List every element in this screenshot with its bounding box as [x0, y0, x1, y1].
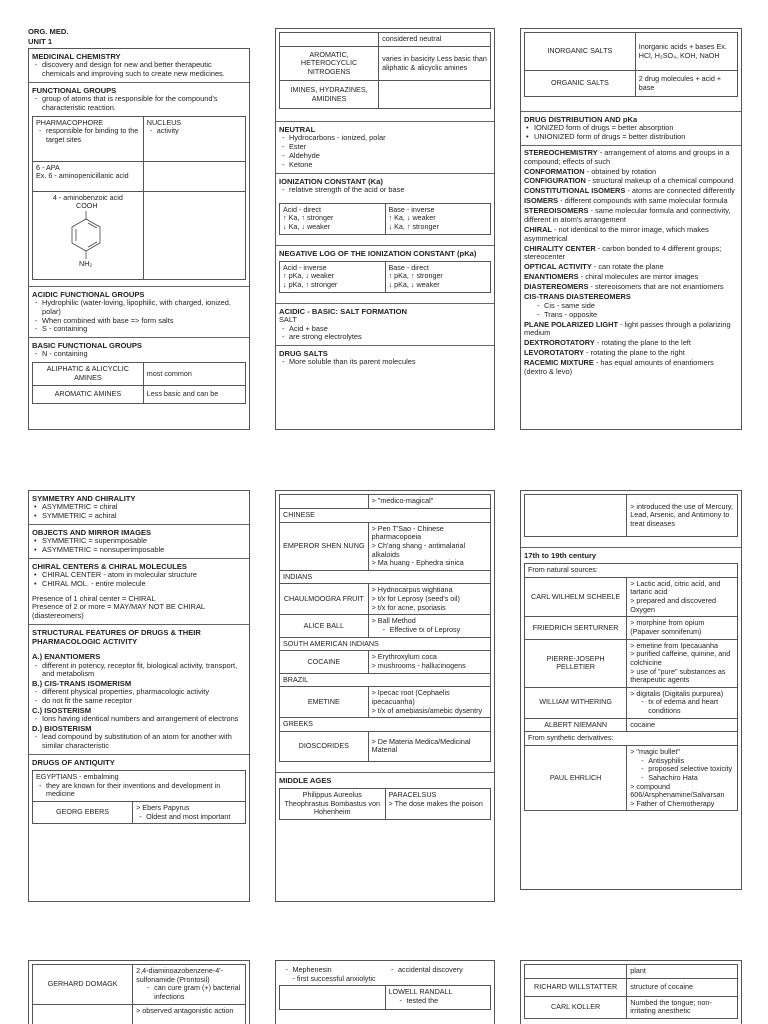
table-cell: varies in basicity Less basic than aliphatic & alicyclic amines: [379, 47, 491, 81]
definition: - atoms are connected differently: [625, 186, 735, 196]
list-item: - Cis - same side: [534, 302, 738, 311]
panel-ionization: [275, 28, 495, 430]
list-item: • SYMMETRIC = achiral: [32, 512, 246, 521]
table-cell: AROMATIC AMINES: [33, 385, 144, 403]
table-cell: AROMATIC, HETEROCYCLIC NITROGENS: [280, 47, 379, 81]
table-cell: plant: [627, 965, 738, 979]
table-cell: > "magic bullet": [630, 747, 680, 756]
section-title: MIDDLE AGES: [279, 775, 332, 785]
table-cell: > t/x for Leprosy (seed's oil): [371, 594, 460, 604]
table-cell: ↓ pKa, ↓ weaker: [388, 279, 440, 289]
section-title: DRUGS OF ANTIQUITY: [32, 757, 115, 767]
list-item: - Effective tx of Leprosy: [372, 626, 487, 635]
list-item: • CHIRAL CENTER - atom in molecular structure: [32, 571, 246, 580]
table-cell: NUCLEUS: [146, 117, 182, 127]
table-cell: PHARMACOPHORE: [36, 117, 104, 127]
panel-mephenesin: [275, 960, 495, 1024]
list-item: - Acid + base: [279, 325, 491, 334]
ka-table: [279, 203, 491, 235]
term: STEREOCHEMISTRY: [524, 147, 598, 157]
definition: - structural makeup of a chemical compound: [585, 176, 734, 186]
anesthetics-table: [524, 964, 738, 1019]
list-item: - activity: [147, 127, 242, 136]
benzene-ring-icon: [66, 211, 126, 263]
domagk-table: [32, 964, 246, 1024]
table-cell: PIERRE-JOSEPH PELLETIER: [525, 639, 627, 687]
term: ENANTIOMERS: [524, 272, 579, 282]
table-cell: > Ma huang - Ephedra sinica: [371, 558, 464, 568]
list-item: - Ketone: [279, 161, 491, 170]
table-cell: Base - direct: [388, 262, 429, 272]
list-item: - they are known for their inventions and development in medicine: [36, 782, 242, 799]
table-cell: EGYPTIANS - embalming: [36, 772, 119, 782]
table-cell: CARL WILHELM SCHEELE: [525, 577, 627, 617]
table-cell: > Ball Method: [371, 616, 416, 626]
amines-table: [32, 362, 246, 403]
table-cell: FRIEDRICH SERTURNER: [525, 617, 627, 639]
unit-label: UNIT 1: [28, 37, 53, 46]
table-cell: > mushrooms - hallucinogens: [371, 660, 466, 670]
table-cell: GEORG EBERS: [33, 802, 133, 824]
term: ISOMERS: [524, 196, 559, 206]
section-title: STRUCTURAL FEATURES OF DRUGS & THEIR PHARMACOLOGIC ACTIVITY: [32, 628, 201, 647]
term: CONFORMATION: [524, 166, 585, 176]
list-item: - N - containing: [32, 350, 246, 359]
definition: - same molecular formula and connectivity, different in atom's arrangement: [524, 206, 731, 224]
subsection-title: B.) CIS-TRANS ISOMERISM: [32, 679, 132, 689]
table-cell: Acid - inverse: [283, 262, 327, 272]
list-item: • IONIZED form of drugs = better absorption: [524, 124, 738, 133]
table-cell: > use of "pure" substances as therapeutic agents: [630, 666, 726, 685]
paragraph: Presence of 1 chiral center = CHIRAL: [32, 593, 156, 603]
table-cell: > morphine from opium (Papaver somniferum): [627, 617, 738, 639]
table-cell: > Hydnocarpus wightiana: [371, 585, 453, 595]
table-cell: WILLIAM WITHERING: [525, 687, 627, 718]
list-item: - Antisyphilis: [630, 757, 734, 766]
table-cell: > Lactic acid, citric acid, and tartaric acid: [630, 578, 721, 597]
scientists-table: [524, 563, 738, 811]
table-cell: > digitalis (Digitalis purpurea): [630, 688, 724, 698]
list-item: - different physical properties, pharmacologic activity: [32, 688, 246, 697]
ancient-table: [279, 494, 491, 762]
list-item: • ASYMMETRIC = chiral: [32, 503, 246, 512]
table-cell: 2,4-diaminoazobenzene-4'-sulfonamide (Prontosil): [136, 966, 223, 984]
table-cell: > "medico-magical": [368, 495, 490, 509]
table-cell: most common: [143, 363, 245, 385]
table-cell: CHINESE: [280, 509, 491, 523]
table-cell: CARL KOLLER: [525, 996, 627, 1018]
list-item: - tested the: [389, 997, 488, 1006]
list-item: - Ester: [279, 143, 491, 152]
section-title: DRUG DISTRIBUTION AND pKa: [524, 115, 638, 124]
list-item: - discovery and design for new and better therapeutic chemicals and improving such to create new medicines.: [32, 61, 246, 79]
table-cell: > Pen T'Sao - Chinese pharmacopoeia: [371, 523, 444, 542]
table-cell: ALICE BALL: [280, 615, 369, 637]
table-cell: ↑ Ka, ↓ weaker: [388, 213, 436, 223]
term: OPTICAL ACTIVITY: [524, 262, 592, 272]
definition: - rotating the plane to the right: [584, 348, 685, 358]
section-title: ACIDIC - BASIC: SALT FORMATION: [279, 306, 407, 316]
term: CHIRAL: [524, 224, 552, 234]
table-cell: CHAULMOOGRA FRUIT: [280, 584, 369, 615]
term: STEREOISOMERS: [524, 206, 589, 216]
basicity-table: [279, 32, 491, 109]
section-title: MEDICINAL CHEMISTRY: [32, 52, 121, 61]
table-cell: INDIANS: [280, 570, 491, 584]
section-title: NEGATIVE LOG OF THE IONIZATION CONSTANT (pKa): [279, 248, 477, 258]
definition: - obtained by rotation: [584, 166, 657, 176]
benzene-structure: [36, 202, 140, 270]
table-cell: > purified caffeine, quinine, and colchicine: [630, 649, 731, 667]
section-title: SYMMETRY AND CHIRALITY: [32, 494, 136, 503]
table-cell: > prepared and discovered Oxygen: [630, 596, 716, 614]
table-cell: > Erythroxylum coca: [371, 652, 437, 662]
salt-label: SALT: [279, 314, 297, 324]
list-item: - When combined with base => form salts: [32, 317, 246, 326]
term: CIS-TRANS DIASTEREOMERS: [524, 291, 631, 301]
table-cell: > observed antagonistic action: [133, 1004, 246, 1024]
subsection-title: C.) ISOSTERISM: [32, 706, 92, 716]
list-item: - responsible for binding to the target sites: [36, 127, 140, 144]
table-cell: structure of cocaine: [627, 978, 738, 996]
table-cell: Ex. 6 - aminopenicillanic acid: [36, 171, 129, 181]
panel-medicinal-chemistry: [28, 48, 250, 430]
table-cell: BRAZIL: [280, 673, 491, 687]
table-cell: RICHARD WILLSTATTER: [525, 978, 627, 996]
section-title: OBJECTS AND MIRROR IMAGES: [32, 527, 152, 537]
table-cell: > Ipecac root (Cephaelis ipecacuanha): [371, 688, 450, 706]
table-cell: EMPEROR SHEN NUNG: [280, 522, 369, 570]
table-cell: ALBERT NIEMANN: [525, 718, 627, 732]
section-title: 17th to 19th century: [524, 551, 597, 560]
list-item: • ASYMMETRIC = nonsuperimposable: [32, 546, 246, 555]
table-cell: - first successful anxiolytic: [292, 973, 376, 983]
term: PLANE POLARIZED LIGHT: [524, 319, 619, 329]
term: DIASTEREOMERS: [524, 282, 589, 292]
table-cell: > Father of Chemotherapy: [630, 798, 715, 808]
definition: - can rotate the plane: [591, 262, 664, 272]
table-cell: > Ch'ang shang - antimalarial alkaloids: [371, 540, 466, 559]
definition: - carbon bonded to 4 different groups; stereocenter: [524, 243, 722, 262]
subsection-title: D.) BIOSTERISM: [32, 724, 92, 734]
section-title: DRUG SALTS: [279, 349, 328, 359]
term: DEXTROROTATORY: [524, 338, 595, 348]
definition: - light passes through a polarizing medium: [524, 319, 731, 338]
table-cell: > t/x of amebiasis/amebic dysentry: [371, 705, 483, 715]
panel-17th-19th-century: [520, 490, 742, 890]
list-item: - Sahachiro Hata: [630, 774, 734, 783]
table-cell: > The dose makes the poison: [388, 798, 483, 808]
list-item: - Mephenesin: [283, 966, 383, 975]
section-title: CHIRAL CENTERS & CHIRAL MOLECULES: [32, 561, 187, 571]
list-item: - tx of edema and heart conditions: [630, 698, 734, 715]
pka-table: [279, 261, 491, 293]
table-cell: > compound 606/Arsphenamine/Salvarsan: [630, 781, 725, 800]
table-cell: COCAINE: [280, 651, 369, 673]
subsection-title: A.) ENANTIOMERS: [32, 652, 101, 662]
term: CONSTITUTIONAL ISOMERS: [524, 186, 626, 196]
list-item: • UNIONIZED form of drugs = better distribution: [524, 133, 738, 142]
list-item: - do not fit the same receptor: [32, 697, 246, 706]
list-item: - accidental discovery: [388, 966, 488, 975]
table-cell: GERHARD DOMAGK: [33, 965, 133, 1005]
nh2-label: NH₂: [79, 259, 93, 269]
table-cell: PARACELSUS: [388, 789, 437, 799]
table-cell: > emetine from Ipecauanha: [630, 640, 718, 650]
list-item: • CHIRAL MOL. - entire molecule: [32, 580, 246, 589]
section-title: NEUTRAL: [279, 125, 316, 134]
definition: - chiral molecules are mirror images: [578, 272, 699, 282]
term: LEVOROTATORY: [524, 348, 585, 358]
definition: - stereoisomers that are not enantiomers: [588, 282, 724, 292]
table-cell: Less basic and can be: [143, 385, 245, 403]
list-item: - group of atoms that is responsible for the compound's characteristic reaction.: [32, 95, 246, 113]
table-cell: ↑ pKa, ↓ weaker: [283, 271, 335, 281]
table-cell: ↑ Ka, ↑ stronger: [283, 213, 334, 223]
list-item: - Trans - opposite: [534, 311, 738, 320]
functional-groups-table: [32, 116, 246, 280]
table-cell: cocaine: [627, 718, 738, 732]
section-title: FUNCTIONAL GROUPS: [32, 85, 117, 95]
table-cell: SOUTH AMERICAN INDIANS: [280, 637, 491, 651]
definition: - rotating the plane to the left: [594, 338, 691, 348]
panel-cocaine-structure: [520, 960, 742, 1024]
section-title: IONIZATION CONSTANT (Ka): [279, 176, 383, 186]
table-cell: > Ebers Papyrus: [136, 803, 190, 813]
mephenesin-table: [279, 964, 491, 1010]
table-cell: [379, 81, 491, 109]
definition: - has equal amounts of enantiomers (dextro & levo): [524, 358, 714, 376]
list-item: - relative strength of the acid or base: [279, 186, 491, 195]
table-cell: GREEKS: [280, 718, 491, 732]
list-item: - Aldehyde: [279, 152, 491, 161]
table-cell: LOWELL RANDALL: [388, 987, 453, 997]
list-item: - Hydrocarbons - ionized, polar: [279, 134, 491, 143]
table-cell: 4 - aminobenzoic acid: [52, 192, 123, 202]
table-cell: DIOSCORIDES: [280, 731, 369, 761]
definition: - not identical to the mirror image, which makes asymmetrical: [524, 224, 709, 243]
paracelsus-continued-table: [524, 494, 738, 537]
list-item: - proposed selective toxicity: [630, 765, 734, 774]
table-cell: ↓ pKa, ↑ stronger: [283, 279, 338, 289]
table-cell: ORGANIC SALTS: [525, 71, 636, 97]
term: RACEMIC MIXTURE: [524, 358, 594, 368]
table-cell: [280, 33, 379, 47]
antiquity-table: [32, 770, 246, 824]
table-cell: INORGANIC SALTS: [525, 33, 636, 71]
table-cell: Numbed the tongue; non-irritating anesthetic: [627, 996, 738, 1018]
list-item: • SYMMETRIC = superimposable: [32, 537, 246, 546]
panel-ancient-medicine: [275, 490, 495, 902]
table-cell: Inorganic acids + bases Ex. HCl, H₂SO₄, KOH, NaOH: [635, 33, 737, 71]
table-cell: PAUL EHRLICH: [525, 746, 627, 811]
table-cell: ↓ Ka, ↑ stronger: [388, 221, 439, 231]
list-item: - lead compound by substitution of an atom for another with similar characteristic: [32, 733, 246, 751]
definition: - arrangement of atoms and groups in a compound; effects of such: [524, 147, 730, 166]
middle-ages-table: [279, 788, 491, 820]
section-title: ACIDIC FUNCTIONAL GROUPS: [32, 289, 145, 299]
table-cell: ↑ pKa, ↑ stronger: [388, 271, 443, 281]
term: CHIRALITY CENTER: [524, 243, 596, 253]
cooh-label: COOH: [76, 201, 98, 211]
list-item: - are strong electrolytes: [279, 333, 491, 342]
table-cell: Philippus Aureolus Theophrastus Bombastus von Hohenheim: [280, 788, 386, 819]
term: CONFIGURATION: [524, 176, 586, 186]
table-cell: > t/x for acne, psoriasis: [371, 602, 446, 612]
list-item: - can cure gram (+) bacterial infections: [136, 984, 242, 1001]
table-cell: considered neutral: [379, 33, 491, 47]
list-item: - S - containing: [32, 325, 246, 334]
panel-domagk: [28, 960, 250, 1024]
table-cell: From synthetic derivatives:: [525, 732, 738, 746]
table-cell: > De Materia Medica/Medicinal Material: [368, 731, 490, 761]
list-item: - different in potency, receptor fit, biological activity, transport, and metabolism: [32, 662, 246, 680]
table-cell: IMINES, HYDRAZINES, AMIDINES: [280, 81, 379, 109]
table-cell: > introduced the use of Mercury, Lead, Arsenic, and Antimony to treat diseases: [627, 495, 738, 537]
table-cell: ALIPHATIC & ALICYCLIC AMINES: [33, 363, 144, 385]
paragraph: Presence of 2 or more = MAY/MAY NOT BE CHIRAL (diastereomers): [32, 602, 205, 621]
table-cell: Base - inverse: [388, 204, 435, 214]
course-title: ORG. MED.: [28, 27, 69, 36]
table-cell: 6 - APA: [36, 162, 60, 172]
table-cell: ↓ Ka, ↓ weaker: [283, 221, 331, 231]
list-item: - Hydrophilic (water-loving, lipophilic, with charged, ionized, polar): [32, 299, 246, 317]
panel-stereochemistry: [520, 28, 742, 430]
table-cell: Acid - direct: [283, 204, 321, 214]
table-cell: EMETINE: [280, 687, 369, 718]
list-item: - Oldest and most important: [136, 813, 242, 822]
section-title: BASIC FUNCTIONAL GROUPS: [32, 341, 142, 351]
definition: - different compounds with same molecular formula: [558, 196, 728, 206]
table-cell: From natural sources:: [525, 564, 738, 578]
panel-symmetry: [28, 490, 250, 902]
table-cell: 2 drug molecules + acid + base: [635, 71, 737, 97]
list-item: - More soluble than its parent molecules: [279, 358, 491, 367]
list-item: - Ions having identical numbers and arrangement of electrons: [32, 715, 246, 724]
salts-table: [524, 32, 738, 97]
